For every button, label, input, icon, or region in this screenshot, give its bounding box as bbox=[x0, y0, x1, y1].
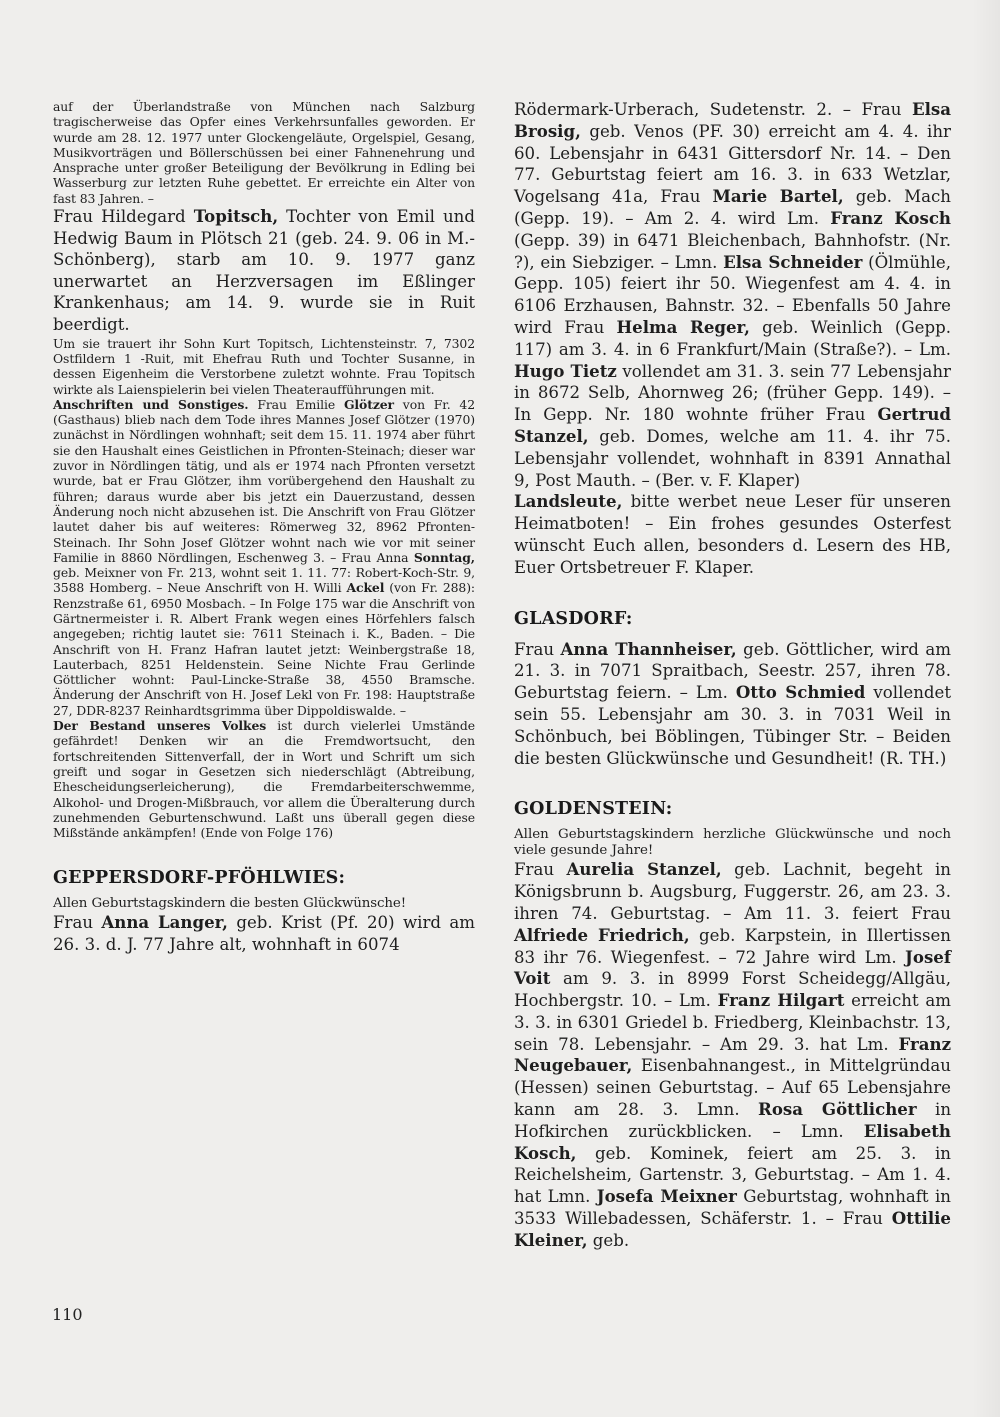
name-topitsch: Topitsch, bbox=[193, 206, 279, 227]
right-column bbox=[514, 99, 951, 1252]
section-heading-goldenstein: GOLDENSTEIN: bbox=[514, 799, 673, 820]
geppersdorf-greeting: Allen Geburtstagskindern die besten Glückwünsche! bbox=[53, 896, 407, 912]
obituary-topitsch: Frau Hildegard Topitsch, Tochter von Emil und Hedwig Baum in Plötsch 21 (geb. 24. 9. 06 in M.-Schönberg), starb am 10. 9. 1977 ganz unerwartet an Herzversagen im Eßlinger Krankenhaus; am 14. 9. wurde sie in Ruit beerdigt. bbox=[53, 206, 475, 335]
addresses-heading: Anschriften und Sonstiges. bbox=[53, 396, 249, 412]
left-column bbox=[53, 99, 475, 956]
goldenstein-greeting: Allen Geburtstagskindern herzliche Glückwünsche und noch viele gesunde Jahre! bbox=[514, 827, 951, 859]
glasdorf-entries: Frau Anna Thannheiser, geb. Göttlicher, wird am 21. 3. in 7071 Spraitbach, Seestr. 257, ihren 78. Geburtstag feiern. – Lm. Otto Schmied vollendet sein 55. Lebensjahr am 30. 3. in 7031 Weil in Schönbuch, bei Böblingen, Tübinger Str. – Beiden die besten Glückwünsche und Gesundheit! (R. TH.) bbox=[514, 638, 952, 768]
obituary-continuation: auf der Überlandstraße von München nach Salzburg tragischerweise das Opfer eines Verkehrsunfalles geworden. Er wurde am 28. 12. 1977 unter Glockengeläute, Orgelspiel, Gesang, Musikvorträgen und Böllerschüssen bei einer Fahnenehrung und Ansprache unter großer Beteiligung der Bevölkrung in Edling bei Wasserburg zur letzten Ruhe gebettet. Er erreichte ein Alter von fast 83 Jahren. – bbox=[53, 99, 475, 206]
page-number: 110 bbox=[52, 1305, 83, 1324]
section-heading-glasdorf: GLASDORF: bbox=[514, 608, 633, 629]
landsleute-appeal: Landsleute, bitte werbet neue Leser für unseren Heimatboten! – Ein frohes gesundes Osterfest wünscht Euch allen, besonders d. Lesern des HB, Euer Ortsbetreuer F. Klaper. bbox=[514, 491, 951, 577]
birthdays-geppersdorf-cont: Rödermark-Urberach, Sudetenstr. 2. – Frau Elsa Brosig, geb. Venos (PF. 30) erreicht am 4. 4. ihr 60. Lebensjahr in 6431 Gittersdorf Nr. 14. – Den 77. Geburtstag feiert am 16. 3. in 633 Wetzlar, Vogelsang 41a, Frau Marie Bartel, geb. Mach (Gepp. 19). – Am 2. 4. wird Lm. Franz Kosch (Gepp. 39) in 6471 Bleichenbach, Bahnhofstr. (Nr. ?), ein Siebziger. – Lmn. Elsa Schneider (Ölmühle, Gepp. 105) feiert ihr 50. Wiegenfest am 4. 4. in 6106 Erzhausen, Bahnstr. 32. – Ebenfalls 50 Jahre wird Frau Helma Reger, geb. Weinlich (Gepp. 117) am 3. 4. in 6 Frankfurt/Main (Straße?). – Lm. Hugo Tietz vollendet am 31. 3. sein 77 Lebensjahr in 8672 Selb, Ahornweg 26; (früher Gepp. 149). – In Gepp. Nr. 180 wohnte früher Frau Gertrud Stanzel, geb. Domes, welche am 11. 4. ihr 75. Lebensjahr vollendet, wohnhaft in 8391 Annathal 9, Post Mauth. – (Ber. v. F. Klaper) bbox=[514, 99, 951, 490]
geppersdorf-entry: Frau Anna Langer, geb. Krist (Pf. 20) wird am 26. 3. d. J. 77 Jahre alt, wohnhaft in 6074 bbox=[53, 912, 475, 955]
addresses-paragraph: Anschriften und Sonstiges. Frau Emilie Glötzer von Fr. 42 (Gasthaus) blieb nach dem Tode ihres Mannes Josef Glötzer (1970) zunächst in Nördlingen wohnhaft; seit dem 15. 11. 1974 aber führt sie den Haushalt eines Geistlichen in Pfronten-Steinach; dieser war zuvor in Nördlingen tätig, und als er 1974 nach Pfronten versetzt wurde, bat er Frau Glötzer, ihm vorübergehend den Haushalt zu führen; daraus wurde aber bis jetzt ein Dauerzustand, dessen Änderung noch nicht abzusehen ist. Die Anschrift von Frau Glötzer lautet daher bis auf weiteres: Römerweg 32, 8962 Pfronten-Steinach. Ihr Sohn Josef Glötzer wohnt nach wie vor mit seiner Familie in 8860 Nördlingen, Eschenweg 3. – Frau Anna Sonntag, geb. Meixner von Fr. 213, wohnt seit 1. 11. 77: Robert-Koch-Str. 9, 3588 Homberg. – Neue Anschrift von H. Willi Ackel (von Fr. 288): Renzstraße 61, 6950 Mosbach. – In Folge 175 war die Anschrift von Gärtnermeister i. R. Albert Frank wegen eines Hörfehlers falsch angegeben; richtig lautet sie: 7611 Steinach i. K., Baden. – Die Anschrift von H. Franz Hafran lautet jetzt: Weinbergstraße 18, Lauterbach, 8251 Heldenstein. Seine Nichte Frau Gerlinde Göttlicher wohnt: Paul-Lincke-Straße 38, 4550 Bramsche. Änderung der Anschrift von H. Josef Lekl von Fr. 198: Hauptstraße 27, DDR-8237 Reinhardtsgrimma über Dippoldiswalde. – bbox=[53, 396, 475, 718]
population-paragraph: Der Bestand unseres Volkes ist durch vielerlei Umstände gefährdet! Denken wir an die Fremdwortsucht, den fortschreitenden Sittenverfall, der in Wort und Schrift um sich greift und sogar in Gesetzen sich niederschlägt (Abtreibung, Ehescheidungserleicherung), die Fremdarbeiterschwemme, Alkohol- und Drogen-Mißbrauch, vor allem die Überalterung durch zunehmenden Geburtenschwund. Laßt uns überall gegen diese Mißstände ankämpfen! (Ende von Folge 176) bbox=[53, 718, 475, 841]
section-heading-geppersdorf: GEPPERSDORF-PFÖHLWIES: bbox=[53, 868, 346, 889]
scan-edge-shadow bbox=[972, 0, 1000, 1417]
mourners-paragraph: Um sie trauert ihr Sohn Kurt Topitsch, Lichtensteinstr. 7, 7302 Ostfildern 1 -Ruit, mit Ehefrau Ruth und Tochter Susanne, in dessen Eigenheim die Verstorbene zuletzt wohnte. Frau Topitsch wirkte als Laienspielerin bei vielen Theateraufführungen mit. bbox=[53, 335, 475, 397]
goldenstein-entries: Frau Aurelia Stanzel, geb. Lachnit, begeht in Königsbrunn b. Augsburg, Fuggerstr. 26, am 23. 3. ihren 74. Geburtstag. – Am 11. 3. feiert Frau Alfriede Friedrich, geb. Karpstein, in Illertissen 83 ihr 76. Wiegenfest. – 72 Jahre wird Lm. Josef Voit am 9. 3. in 8999 Forst Scheidegg/Allgäu, Hochbergstr. 10. – Lm. Franz Hilgart erreicht am 3. 3. in 6301 Griedel b. Friedberg, Kleinbachstr. 13, sein 78. Lebensjahr. – Am 29. 3. hat Lm. Franz Neugebauer, Eisenbahnangest., in Mittelgründau (Hessen) seinen Geburtstag. – Auf 65 Lebensjahre kann am 28. 3. Lmn. Rosa Göttlicher in Hofkirchen zurückblicken. – Lmn. Elisabeth Kosch, geb. Kominek, feiert am 25. 3. in Reichelsheim, Gartenstr. 3, Geburtstag. – Am 1. 4. hat Lmn. Josefa Meixner Geburtstag, wohnhaft in 3533 Willebadessen, Schäferstr. 1. – Frau Ottilie Kleiner, geb. bbox=[514, 859, 952, 1250]
